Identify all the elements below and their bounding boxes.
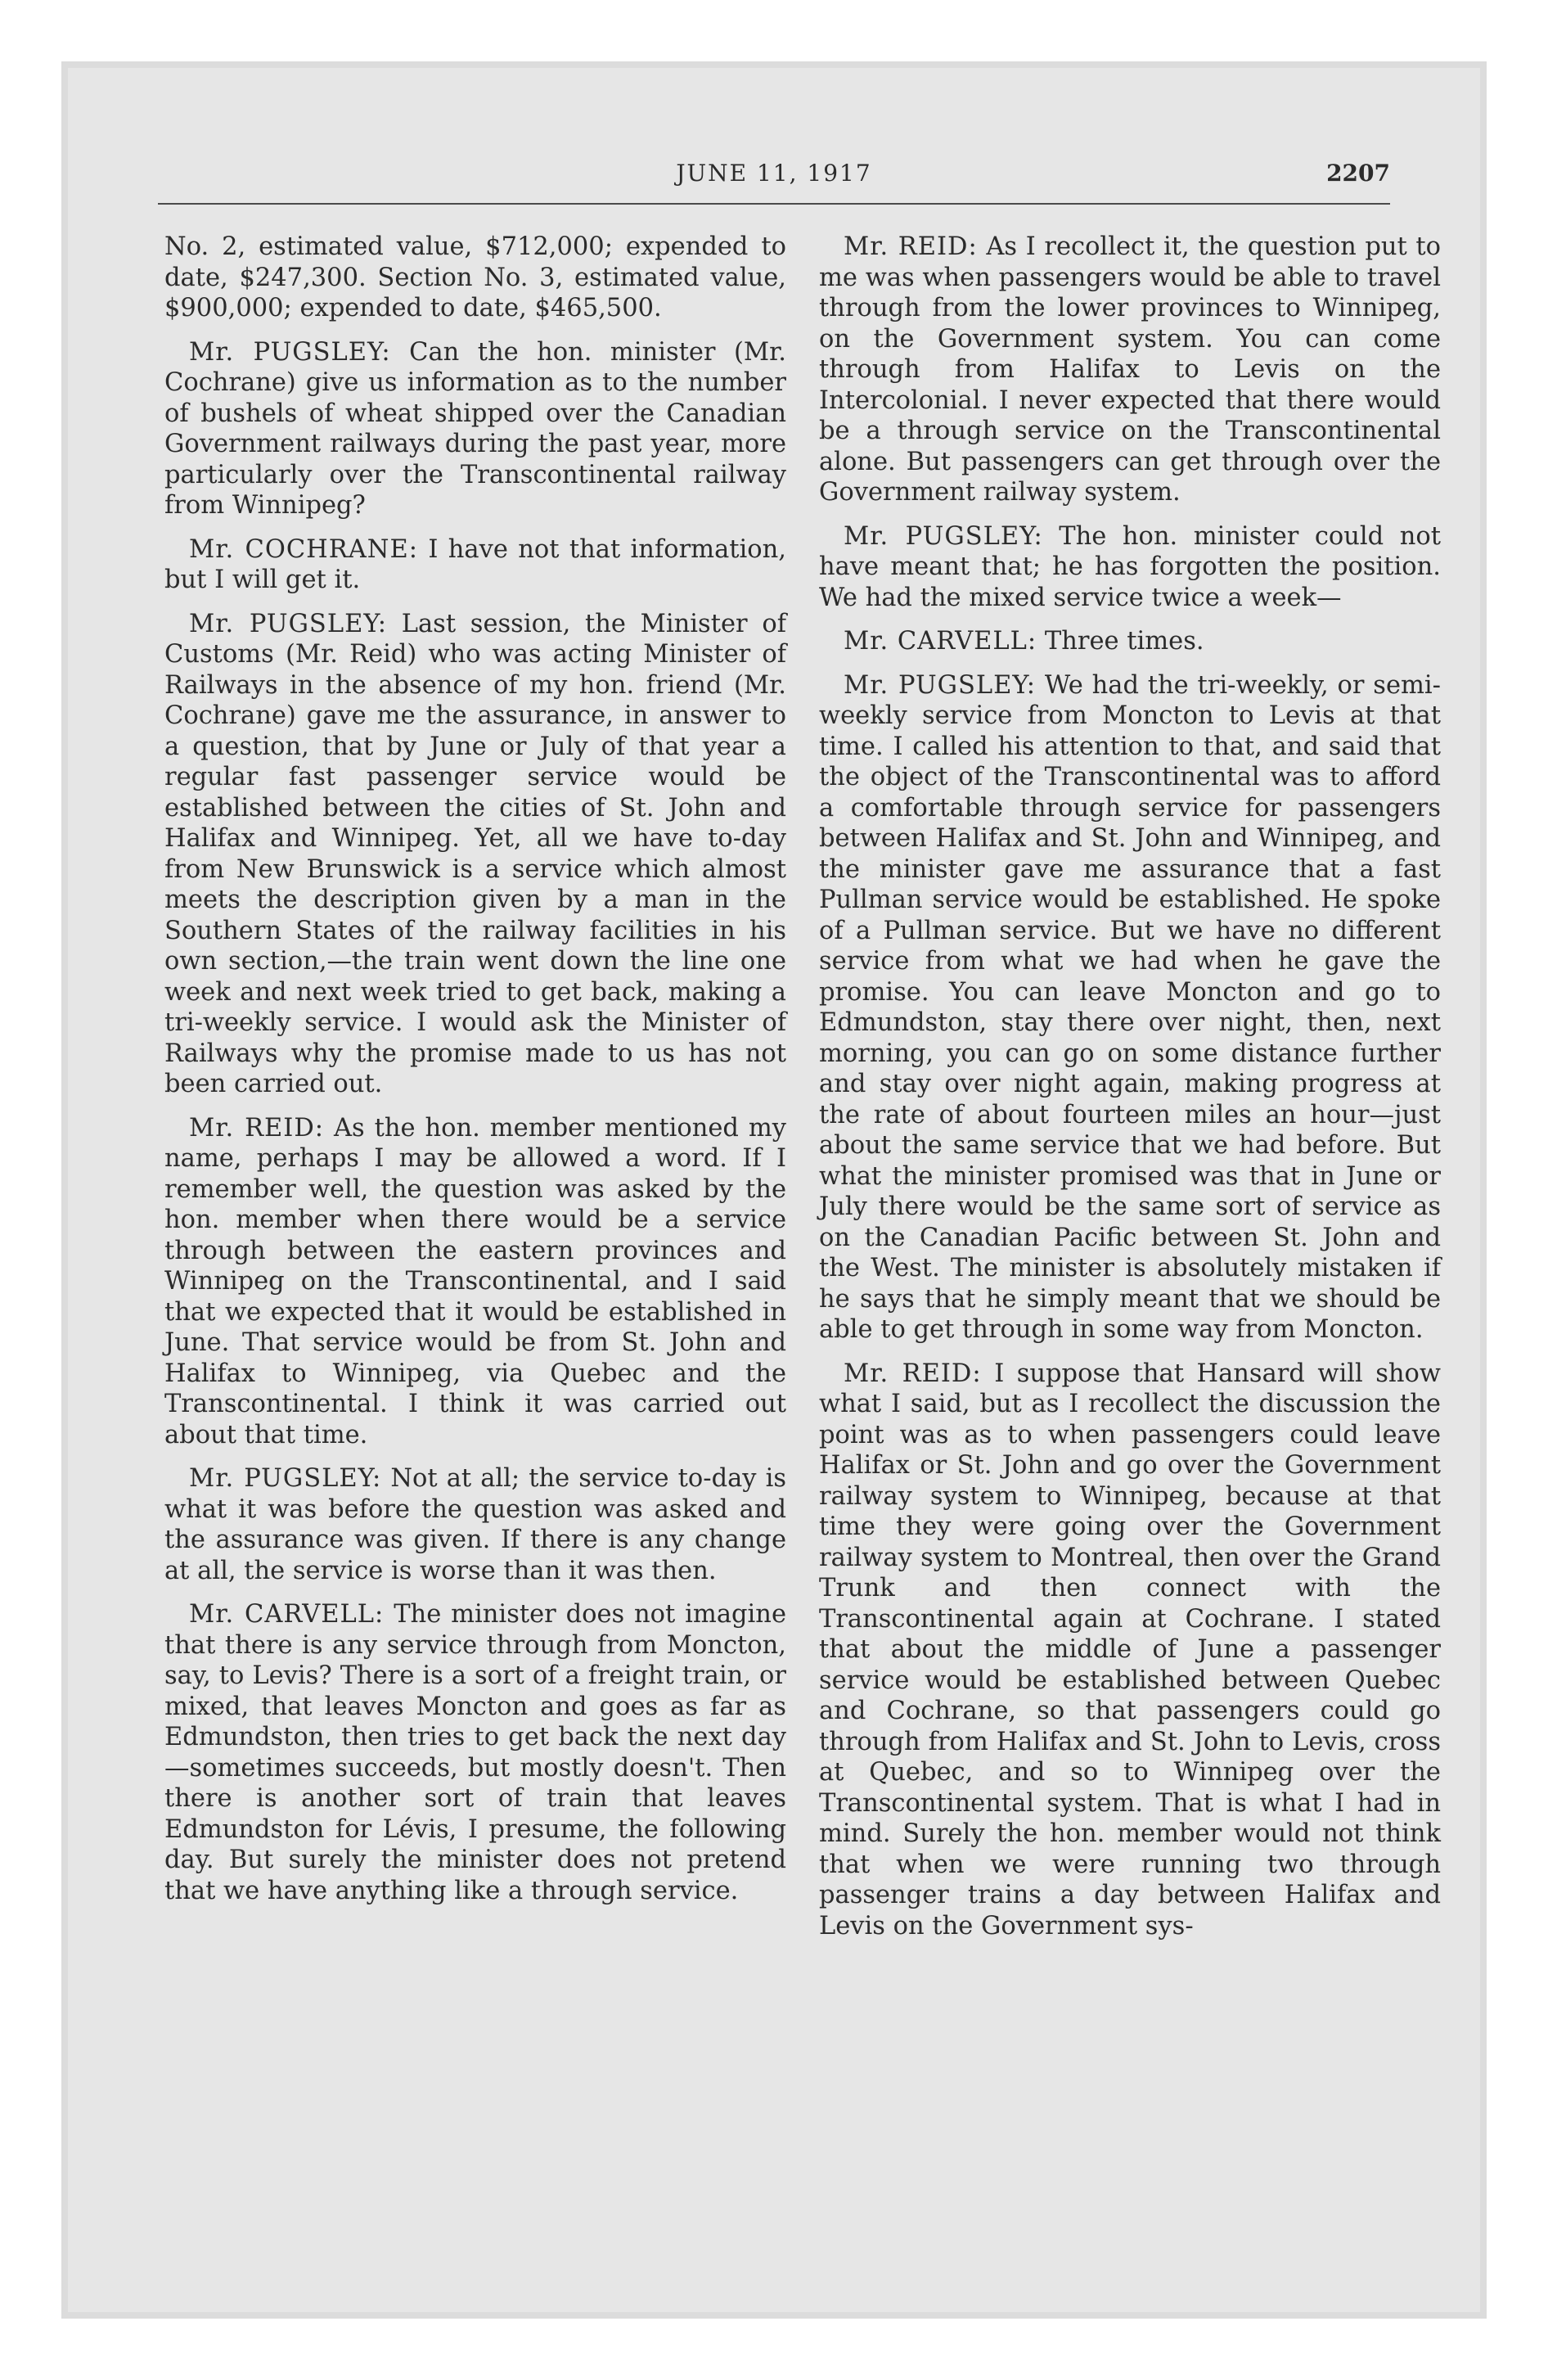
paragraph-text: We had the tri-weekly, or semi-weekly service from Moncton to Levis at that time. I called his attention to that, and said that the object of the Transcontinental was to afford a comfortable through service for passengers between Halifax and St. John and Winnipeg, and the minister gave me assurance that a fast Pullman service would be established. He spoke of a Pullman service. But we have no different service from what we had when he gave the promise. You can leave Moncton and go to Edmundston, stay there over night, then, next morning, you can go on some distance further and stay over night again, making progress at the rate of about fourteen miles an hour—just about the same service that we had before. But what the minister promised was that in June or July there would be the same sort of service as on the Canadian Pacific between St. John and the West. The minister is absolutely mistaken if he says that he simply meant that we should be able to get through in some way from Moncton. — [819, 670, 1441, 1344]
left-column — [164, 232, 786, 1919]
paragraph — [164, 534, 786, 596]
paragraph — [164, 1599, 786, 1906]
running-header — [158, 160, 1390, 192]
paragraph — [164, 1113, 786, 1451]
speaker-name: Mr. REID: — [189, 1113, 325, 1143]
paragraph — [819, 626, 1441, 657]
paragraph — [164, 1463, 786, 1586]
speaker-name: Mr. CARVELL: — [189, 1600, 385, 1629]
paragraph-text: I suppose that Hansard will show what I said, but as I recollect the discussion the point was as to when passengers could leave Halifax or St. John and go over the Government railway system to Winnipeg, because at that time they were going over the Government railway system to Montreal, then over the Grand Trunk and then connect with the Transcontinental again at Cochrane. I stated that about the middle of June a passenger service would be established between Quebec and Cochrane, so that passengers could go through from Halifax and St. John to Levis, cross at Quebec, and so to Winnipeg over the Transcontinental system. That is what I had in mind. Surely the hon. member would not think that when we were running two through passenger trains a day between Halifax and Levis on the Government sys- — [819, 1359, 1442, 1941]
paragraph — [819, 670, 1441, 1346]
paragraph — [819, 1359, 1441, 1942]
paragraph-text: As I recollect it, the question put to me was when passengers would be able to travel through from the lower provinces to Winnipeg, on the Government system. You can come through from Halifax to Levis on the Intercolonial. I never expected that there would be a through service on the Transcontinental alone. But passengers can get through over the Government railway system. — [819, 232, 1441, 507]
paragraph-text: Not at all; the service to-day is what it was before the question was asked and the assurance was given. If there is any change at all, the service is worse than it was then. — [164, 1464, 786, 1585]
page — [68, 68, 1480, 2312]
speaker-name: Mr. REID: — [844, 232, 978, 261]
page-number: 2207 — [1326, 160, 1390, 187]
paragraph — [819, 232, 1441, 508]
paragraph — [164, 609, 786, 1100]
speaker-name: Mr. PUGSLEY: — [189, 1464, 382, 1493]
speaker-name: Mr. PUGSLEY: — [844, 521, 1043, 551]
speaker-name: Mr. PUGSLEY: — [844, 670, 1037, 700]
paragraph-text: The minister does not imagine that there is any service through from Moncton, say, to Levis? There is a sort of a freight train, or mixed, that leaves Moncton and goes as far as Edmundston, then tries to get back the next day—sometimes succeeds, but mostly doesn't. Then there is another sort of train that leaves Edmundston for Lévis, I presume, the following day. But surely the minister does not pretend that we have anything like a through service. — [164, 1600, 786, 1905]
paragraph-text: Three times. — [1044, 627, 1204, 656]
speaker-name: Mr. CARVELL: — [844, 627, 1037, 656]
speaker-name: Mr. PUGSLEY: — [189, 609, 387, 638]
scan-border — [61, 61, 1487, 2319]
header-date: JUNE 11, 1917 — [676, 160, 872, 187]
paragraph — [164, 232, 786, 324]
right-column — [819, 232, 1441, 1954]
paragraph-text: Last session, the Minister of Customs (Mr. Reid) who was acting Minister of Railways in the absence of my hon. friend (Mr. Cochrane) gave me the assurance, in answer to a question, that by June or July of that year a regular fast passenger service would be established between the cities of St. John and Halifax and Winnipeg. Yet, all we have to-day from New Brunswick is a service which almost meets the description given by a man in the Southern States of the railway facilities in his own section,—the train went down the line one week and next week tried to get back, making a tri-weekly service. I would ask the Minister of Railways why the promise made to us has not been carried out. — [164, 609, 786, 1098]
paragraph — [819, 521, 1441, 614]
speaker-name: Mr. COCHRANE: — [189, 534, 419, 564]
paragraph-text: No. 2, estimated value, $712,000; expended to date, $247,300. Section No. 3, estimated value, $900,000; expended to date, $465,500. — [164, 232, 786, 322]
paragraph-text: As the hon. member mentioned my name, perhaps I may be allowed a word. If I remember well, the question was asked by the hon. member when there would be a service through between the eastern provinces and Winnipeg on the Transcontinental, and I said that we expected that it would be established in June. That service would be from St. John and Halifax to Winnipeg, via Quebec and the Transcontinental. I think it was carried out about that time. — [164, 1113, 786, 1449]
paragraph-text: The hon. minister could not have meant that; he has forgotten the position. We had the mixed service twice a week— — [819, 521, 1441, 612]
paragraph — [164, 337, 786, 521]
speaker-name: Mr. PUGSLEY: — [189, 337, 391, 367]
paragraph-text: Can the hon. minister (Mr. Cochrane) give us information as to the number of bushels of wheat shipped over the Canadian Government railways during the past year, more particularly over the Transcontinental railway from Winnipeg? — [164, 337, 786, 520]
paragraph-text: I have not that information, but I will get it. — [164, 534, 786, 594]
speaker-name: Mr. REID: — [844, 1359, 982, 1388]
header-rule — [158, 203, 1390, 205]
